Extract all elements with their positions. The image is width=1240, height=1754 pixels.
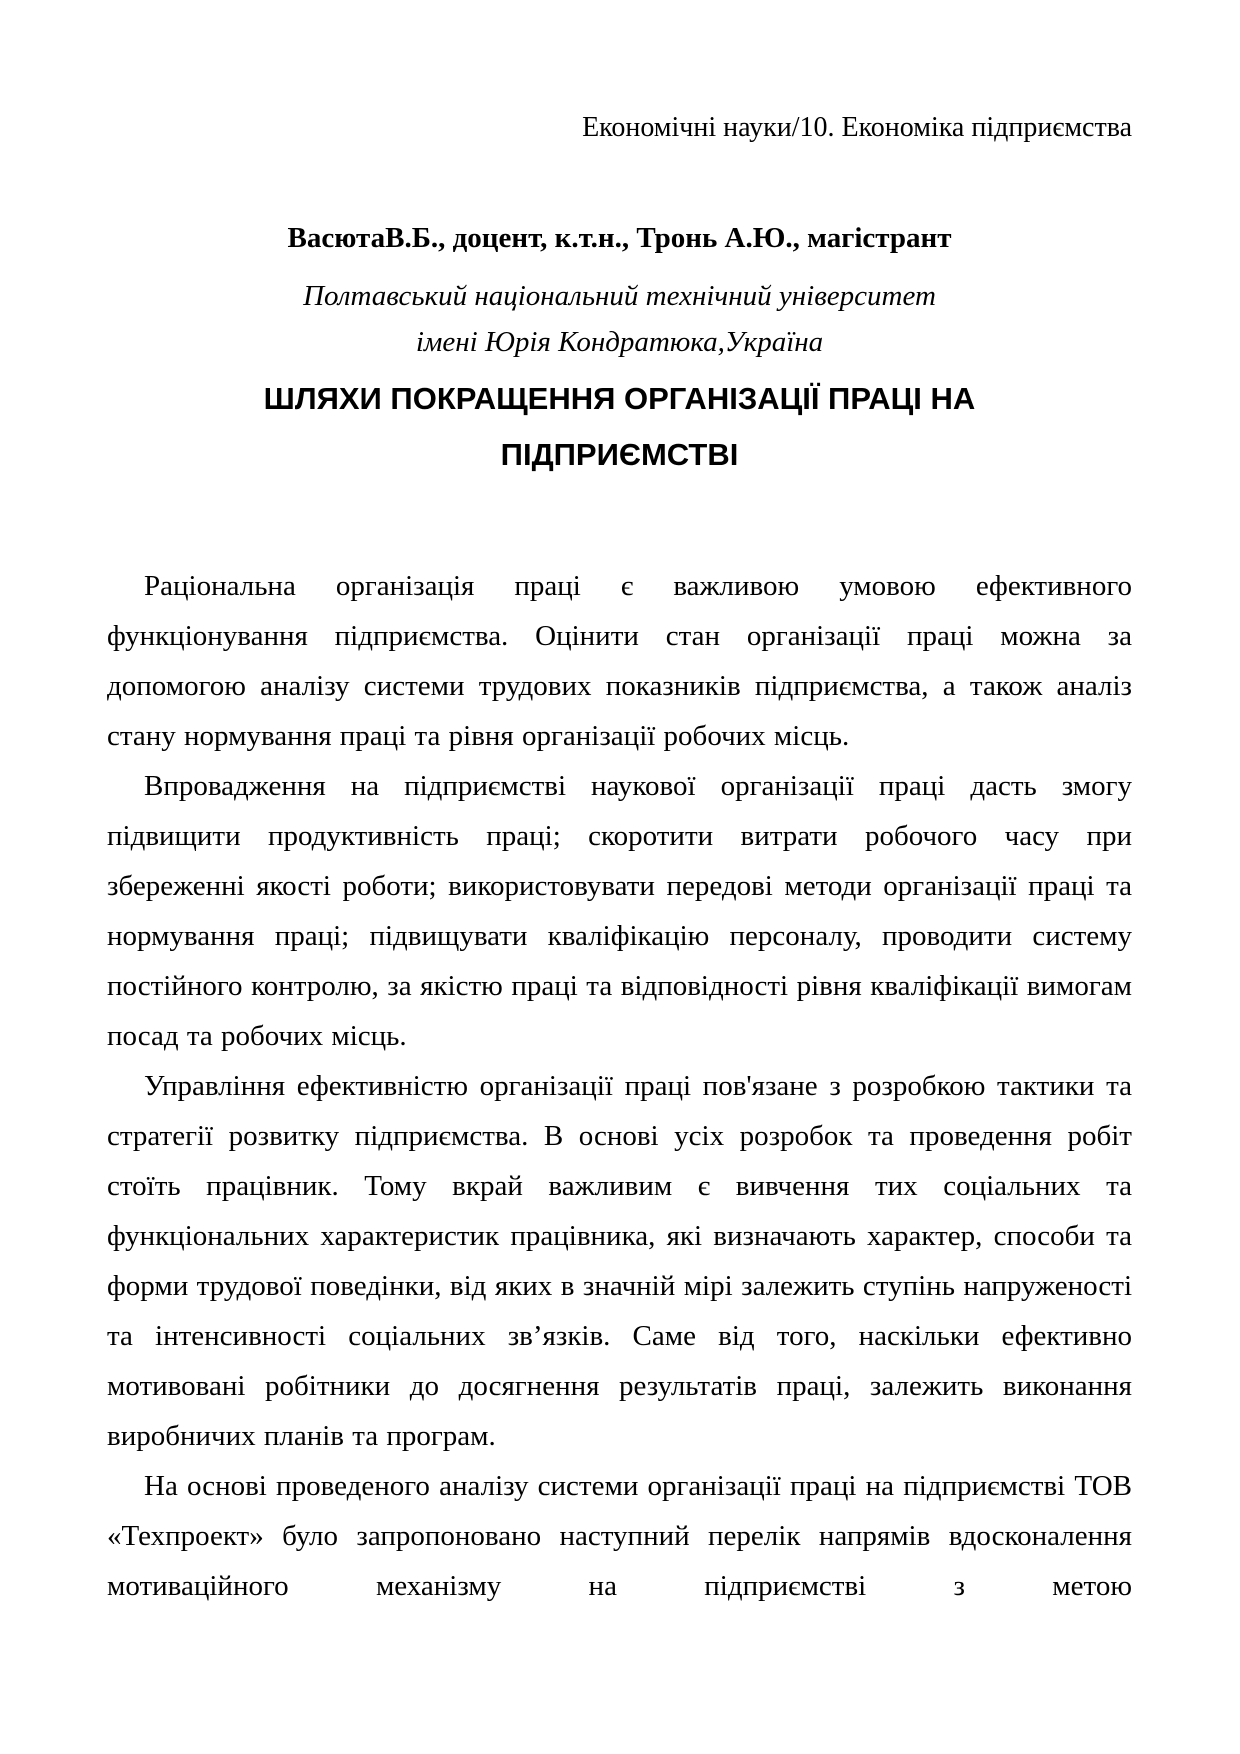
paragraph-4: На основі проведеного аналізу системи організації праці на підприємстві ТОВ «Техпроект» було запропоновано наступний перелік напрямів вдосконалення мотиваційного механізму на підприємстві з метою xyxy=(107,1470,1132,1602)
authors-byline: ВасютаВ.Б., доцент, к.т.н., Тронь А.Ю., магістрант xyxy=(287,222,952,254)
paper-title xyxy=(107,371,1132,483)
section-header: Економічні науки/10. Економіка підприємства xyxy=(582,112,1132,143)
paper-title-line-2: ПІДПРИЄМСТВІ xyxy=(500,437,739,472)
affiliation-line-1: Полтавський національний технічний університет xyxy=(303,280,936,312)
paragraph-1: Раціональна організація праці є важливою умовою ефективного функціонування підприємства. Оцінити стан організації праці можна за допомогою аналізу системи трудових показників підприємства, а також аналіз стану нормування праці та рівня організації робочих місць. xyxy=(107,570,1132,752)
paragraph-3: Управління ефективністю організації праці пов'язане з розробкою тактики та стратегії розвитку підприємства. В основі усіх розробок та проведення робіт стоїть працівник. Тому вкрай важливим є вивчення тих соціальних та функціональних характеристик працівника, які визначають характер, способи та форми трудової поведінки, від яких в значній мірі залежить ступінь напруженості та інтенсивності соціальних зв’язків. Саме від того, наскільки ефективно мотивовані робітники до досягнення результатів праці, залежить виконання виробничих планів та програм. xyxy=(107,1070,1132,1452)
paragraph-2: Впровадження на підприємстві наукової організації праці дасть змогу підвищити продуктивність праці; скоротити витрати робочого часу при збереженні якості роботи; використовувати передові методи організації праці та нормування праці; підвищувати кваліфікацію персоналу, проводити систему постійного контролю, за якістю праці та відповідності рівня кваліфікації вимогам посад та робочих місць. xyxy=(107,770,1132,1052)
affiliation-line-2: імені Юрія Кондратюка,Україна xyxy=(415,326,824,358)
paper-title-line-1: ШЛЯХИ ПОКРАЩЕННЯ ОРГАНІЗАЦІЇ ПРАЦІ НА xyxy=(263,381,976,416)
paper-body xyxy=(107,561,1132,1611)
